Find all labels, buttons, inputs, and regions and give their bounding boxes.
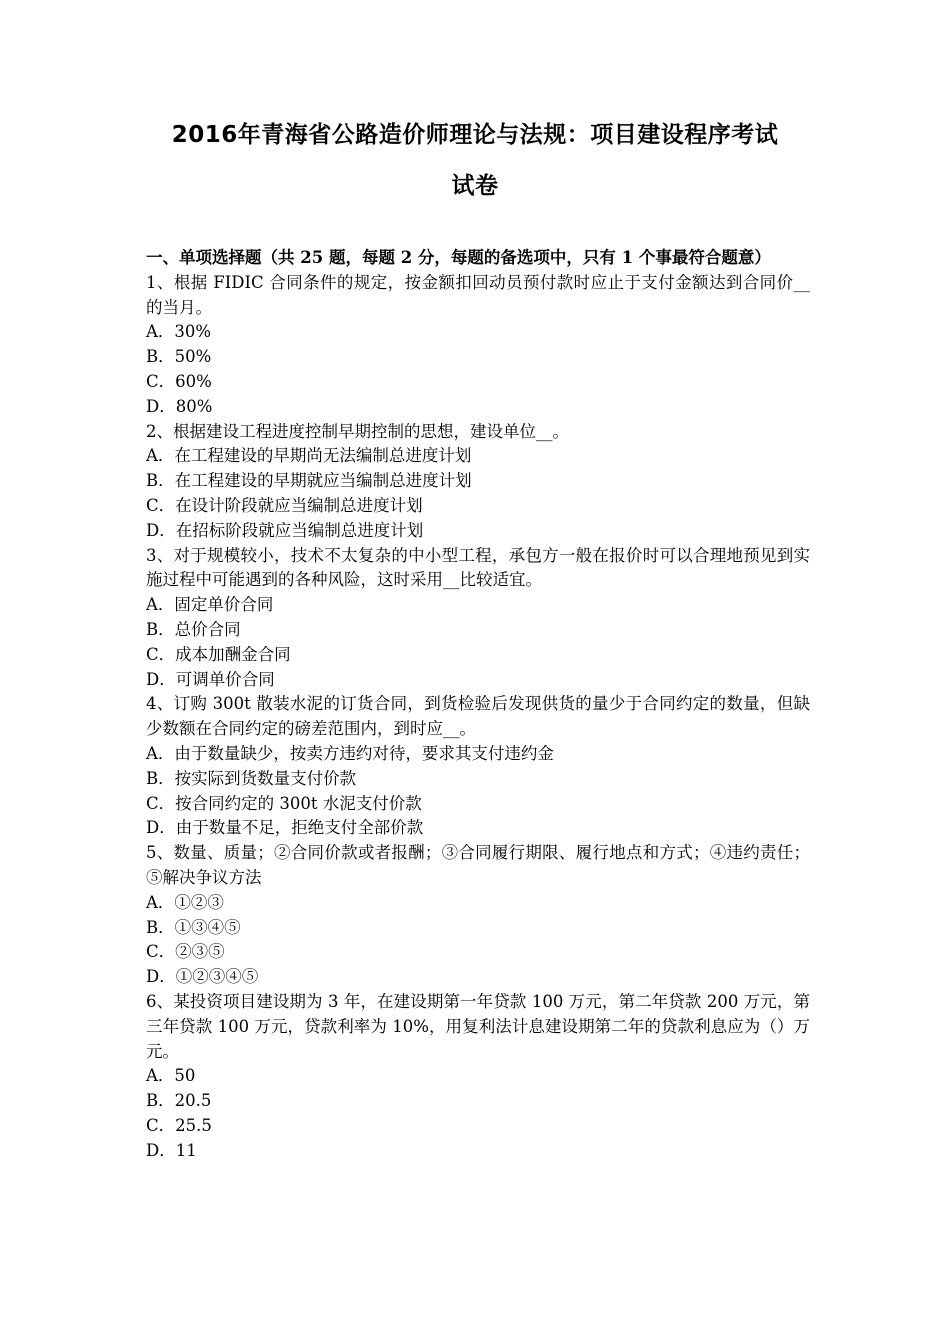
option-a: A．30% [146, 322, 212, 342]
question-stem: 2、根据建设工程进度控制早期控制的思想，建设单位__。 [146, 421, 569, 441]
option-a: A．50 [146, 1066, 196, 1086]
option-b: B．按实际到货数量支付价款 [146, 768, 357, 788]
option-b: B．①③④⑤ [146, 917, 241, 937]
option-c: C．25.5 [146, 1115, 212, 1135]
option-c: C．60% [146, 371, 212, 391]
question-1 [146, 271, 810, 420]
document-title-line-2: 试卷 [451, 173, 499, 199]
question-2 [146, 420, 810, 544]
option-b: B．50% [146, 347, 212, 367]
option-a: A．由于数量缺少，按卖方违约对待，要求其支付违约金 [146, 743, 554, 763]
option-c: C．在设计阶段就应当编制总进度计划 [146, 495, 423, 515]
option-a: A．固定单价合同 [146, 595, 274, 615]
option-d: D．①②③④⑤ [146, 967, 259, 987]
question-stem: 5、数量、质量；②合同价款或者报酬；③合同履行期限、履行地点和方式；④违约责任；⑤解决争议方法 [146, 843, 810, 887]
option-a: A．在工程建设的早期尚无法编制总进度计划 [146, 446, 472, 466]
question-stem: 1、根据 FIDIC 合同条件的规定，按金额扣回动员预付款时应止于支付金额达到合同价__的当月。 [146, 272, 810, 317]
option-c: C．按合同约定的 300t 水泥支付价款 [146, 793, 422, 813]
question-4 [146, 692, 810, 841]
option-d: D．80% [146, 396, 213, 416]
question-6 [146, 990, 810, 1164]
question-stem: 6、某投资项目建设期为 3 年，在建设期第一年贷款 100 万元，第二年贷款 200 万元，第三年贷款 100 万元，贷款利率为 10%，用复利法计息建设期第二年的贷款利息应为（）万元。 [146, 991, 810, 1061]
question-3 [146, 544, 810, 693]
question-stem: 3、对于规模较小，技术不太复杂的中小型工程，承包方一般在报价时可以合理地预见到实施过程中可能遇到的各种风险，这时采用__比较适宜。 [146, 545, 810, 590]
option-b: B．总价合同 [146, 619, 241, 639]
option-d: D．由于数量不足，拒绝支付全部价款 [146, 818, 424, 838]
option-d: D．11 [146, 1140, 197, 1160]
option-b: B．在工程建设的早期就应当编制总进度计划 [146, 471, 472, 491]
option-d: D．可调单价合同 [146, 669, 275, 689]
option-c: C．成本加酬金合同 [146, 644, 291, 664]
option-b: B．20.5 [146, 1091, 212, 1111]
document-title-line-1: 2016年青海省公路造价师理论与法规：项目建设程序考试 [171, 122, 779, 148]
option-a: A．①②③ [146, 892, 224, 912]
question-5 [146, 841, 810, 990]
document-body [146, 246, 810, 1163]
section-heading: 一、单项选择题（共 25 题，每题 2 分，每题的备选项中，只有 1 个事最符合题意） [146, 248, 771, 267]
option-d: D．在招标阶段就应当编制总进度计划 [146, 520, 424, 540]
question-stem: 4、订购 300t 散装水泥的订货合同，到货检验后发现供货的量少于合同约定的数量，但缺少数额在合同约定的磅差范围内，到时应__。 [146, 694, 810, 739]
option-c: C．②③⑤ [146, 942, 225, 962]
